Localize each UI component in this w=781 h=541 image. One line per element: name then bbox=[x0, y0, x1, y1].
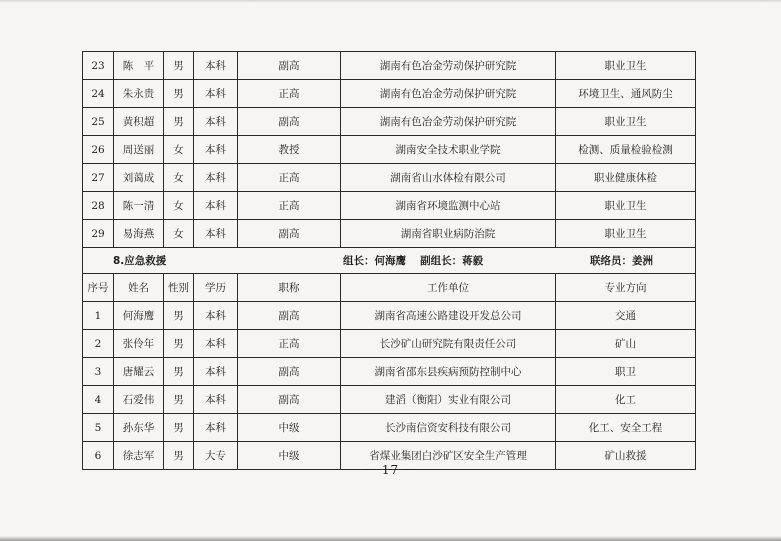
cell-edu: 本科 bbox=[194, 220, 238, 248]
cell-title: 副高 bbox=[238, 108, 341, 136]
cell-no: 23 bbox=[83, 52, 114, 80]
cell-field: 矿山救援 bbox=[556, 442, 696, 470]
cell-name: 张伶年 bbox=[114, 330, 164, 358]
cell-no: 3 bbox=[83, 358, 114, 386]
cell-unit: 湖南有色冶金劳动保护研究院 bbox=[341, 108, 556, 136]
cell-title: 副高 bbox=[238, 358, 341, 386]
cell-unit: 湖南省职业病防治院 bbox=[341, 220, 556, 248]
cell-no: 2 bbox=[83, 330, 114, 358]
cell-no: 4 bbox=[83, 386, 114, 414]
header-gender: 性别 bbox=[164, 274, 194, 302]
cell-field: 职业健康体检 bbox=[556, 164, 696, 192]
cell-name: 易海燕 bbox=[114, 220, 164, 248]
cell-unit: 省煤业集团白沙矿区安全生产管理 bbox=[341, 442, 556, 470]
cell-title: 副高 bbox=[238, 302, 341, 330]
cell-no: 5 bbox=[83, 414, 114, 442]
table-row bbox=[83, 108, 696, 136]
cell-gender: 女 bbox=[164, 220, 194, 248]
cell-no: 29 bbox=[83, 220, 114, 248]
table-row bbox=[83, 164, 696, 192]
cell-edu: 本科 bbox=[194, 108, 238, 136]
table-row bbox=[83, 220, 696, 248]
cell-field: 职业卫生 bbox=[556, 220, 696, 248]
cell-name: 唐耀云 bbox=[114, 358, 164, 386]
cell-title: 正高 bbox=[238, 164, 341, 192]
previous-group-rows bbox=[83, 52, 696, 248]
cell-unit: 湖南省邵东县疾病预防控制中心 bbox=[341, 358, 556, 386]
cell-edu: 本科 bbox=[194, 330, 238, 358]
expert-roster-table bbox=[82, 51, 696, 470]
cell-edu: 本科 bbox=[194, 80, 238, 108]
header-unit: 工作单位 bbox=[341, 274, 556, 302]
cell-unit: 湖南有色冶金劳动保护研究院 bbox=[341, 80, 556, 108]
cell-name: 朱永贵 bbox=[114, 80, 164, 108]
cell-edu: 本科 bbox=[194, 414, 238, 442]
cell-edu: 本科 bbox=[194, 358, 238, 386]
cell-no: 26 bbox=[83, 136, 114, 164]
table-row bbox=[83, 80, 696, 108]
table-row bbox=[83, 414, 696, 442]
cell-no: 28 bbox=[83, 192, 114, 220]
header-no: 序号 bbox=[83, 274, 114, 302]
cell-gender: 男 bbox=[164, 330, 194, 358]
cell-unit: 湖南有色冶金劳动保护研究院 bbox=[341, 52, 556, 80]
cell-no: 24 bbox=[83, 80, 114, 108]
cell-title: 副高 bbox=[238, 220, 341, 248]
page-number: － 17 － bbox=[364, 463, 417, 477]
cell-no: 27 bbox=[83, 164, 114, 192]
cell-gender: 男 bbox=[164, 414, 194, 442]
cell-name: 陈 平 bbox=[114, 52, 164, 80]
cell-field: 职业卫生 bbox=[556, 52, 696, 80]
header-edu: 学历 bbox=[194, 274, 238, 302]
table-row bbox=[83, 386, 696, 414]
cell-field: 检测、质量检验检测 bbox=[556, 136, 696, 164]
table-row bbox=[83, 136, 696, 164]
cell-gender: 女 bbox=[164, 192, 194, 220]
cell-edu: 本科 bbox=[194, 52, 238, 80]
column-header-row bbox=[83, 274, 696, 302]
header-name: 姓名 bbox=[114, 274, 164, 302]
cell-gender: 男 bbox=[164, 302, 194, 330]
cell-field: 矿山 bbox=[556, 330, 696, 358]
cell-edu: 本科 bbox=[194, 136, 238, 164]
cell-unit: 湖南安全技术职业学院 bbox=[341, 136, 556, 164]
cell-no: 1 bbox=[83, 302, 114, 330]
cell-field: 化工 bbox=[556, 386, 696, 414]
cell-unit: 湖南省高速公路建设开发总公司 bbox=[341, 302, 556, 330]
cell-gender: 女 bbox=[164, 164, 194, 192]
cell-edu: 本科 bbox=[194, 164, 238, 192]
cell-field: 职业卫生 bbox=[556, 192, 696, 220]
cell-field: 环境卫生、通风防尘 bbox=[556, 80, 696, 108]
cell-field: 职业卫生 bbox=[556, 108, 696, 136]
cell-name: 刘蔼成 bbox=[114, 164, 164, 192]
cell-gender: 男 bbox=[164, 358, 194, 386]
cell-name: 周送丽 bbox=[114, 136, 164, 164]
emergency-group-rows bbox=[83, 302, 696, 470]
page-edge-top bbox=[0, 0, 781, 3]
cell-unit: 湖南省山水体检有限公司 bbox=[341, 164, 556, 192]
cell-gender: 男 bbox=[164, 386, 194, 414]
cell-unit: 湖南省环境监测中心站 bbox=[341, 192, 556, 220]
section-contact: 联络员：姜洲 bbox=[590, 255, 653, 267]
page-edge-bottom bbox=[0, 536, 781, 541]
cell-name: 黄积超 bbox=[114, 108, 164, 136]
table-row bbox=[83, 192, 696, 220]
cell-edu: 大专 bbox=[194, 442, 238, 470]
cell-gender: 男 bbox=[164, 80, 194, 108]
cell-title: 副高 bbox=[238, 52, 341, 80]
cell-edu: 本科 bbox=[194, 302, 238, 330]
cell-unit: 长沙矿山研究院有限责任公司 bbox=[341, 330, 556, 358]
cell-title: 正高 bbox=[238, 192, 341, 220]
cell-title: 中级 bbox=[238, 414, 341, 442]
header-field: 专业方向 bbox=[556, 274, 696, 302]
cell-name: 石爱伟 bbox=[114, 386, 164, 414]
cell-edu: 本科 bbox=[194, 192, 238, 220]
table-row bbox=[83, 358, 696, 386]
section-header-row bbox=[83, 248, 696, 274]
cell-field: 职卫 bbox=[556, 358, 696, 386]
cell-gender: 男 bbox=[164, 52, 194, 80]
cell-title: 正高 bbox=[238, 330, 341, 358]
cell-name: 孙东华 bbox=[114, 414, 164, 442]
table-row bbox=[83, 52, 696, 80]
cell-field: 交通 bbox=[556, 302, 696, 330]
cell-no: 6 bbox=[83, 442, 114, 470]
emergency-section bbox=[83, 248, 696, 302]
header-title: 职称 bbox=[238, 274, 341, 302]
section-title: 8.应急救援 bbox=[113, 255, 167, 267]
cell-unit: 长沙南信资安科技有限公司 bbox=[341, 414, 556, 442]
cell-name: 陈一清 bbox=[114, 192, 164, 220]
section-leaders: 组长：何海鹰 副组长：蒋毅 bbox=[343, 255, 484, 267]
cell-field: 化工、安全工程 bbox=[556, 414, 696, 442]
cell-name: 何海鹰 bbox=[114, 302, 164, 330]
cell-gender: 男 bbox=[164, 442, 194, 470]
cell-title: 中级 bbox=[238, 442, 341, 470]
cell-gender: 男 bbox=[164, 108, 194, 136]
table-row bbox=[83, 302, 696, 330]
cell-name: 徐志军 bbox=[114, 442, 164, 470]
cell-title: 教授 bbox=[238, 136, 341, 164]
section-header-cell bbox=[83, 248, 696, 274]
cell-title: 副高 bbox=[238, 386, 341, 414]
table-row bbox=[83, 330, 696, 358]
cell-unit: 建滔（衡阳）实业有限公司 bbox=[341, 386, 556, 414]
cell-edu: 本科 bbox=[194, 386, 238, 414]
cell-title: 正高 bbox=[238, 80, 341, 108]
cell-no: 25 bbox=[83, 108, 114, 136]
cell-gender: 女 bbox=[164, 136, 194, 164]
